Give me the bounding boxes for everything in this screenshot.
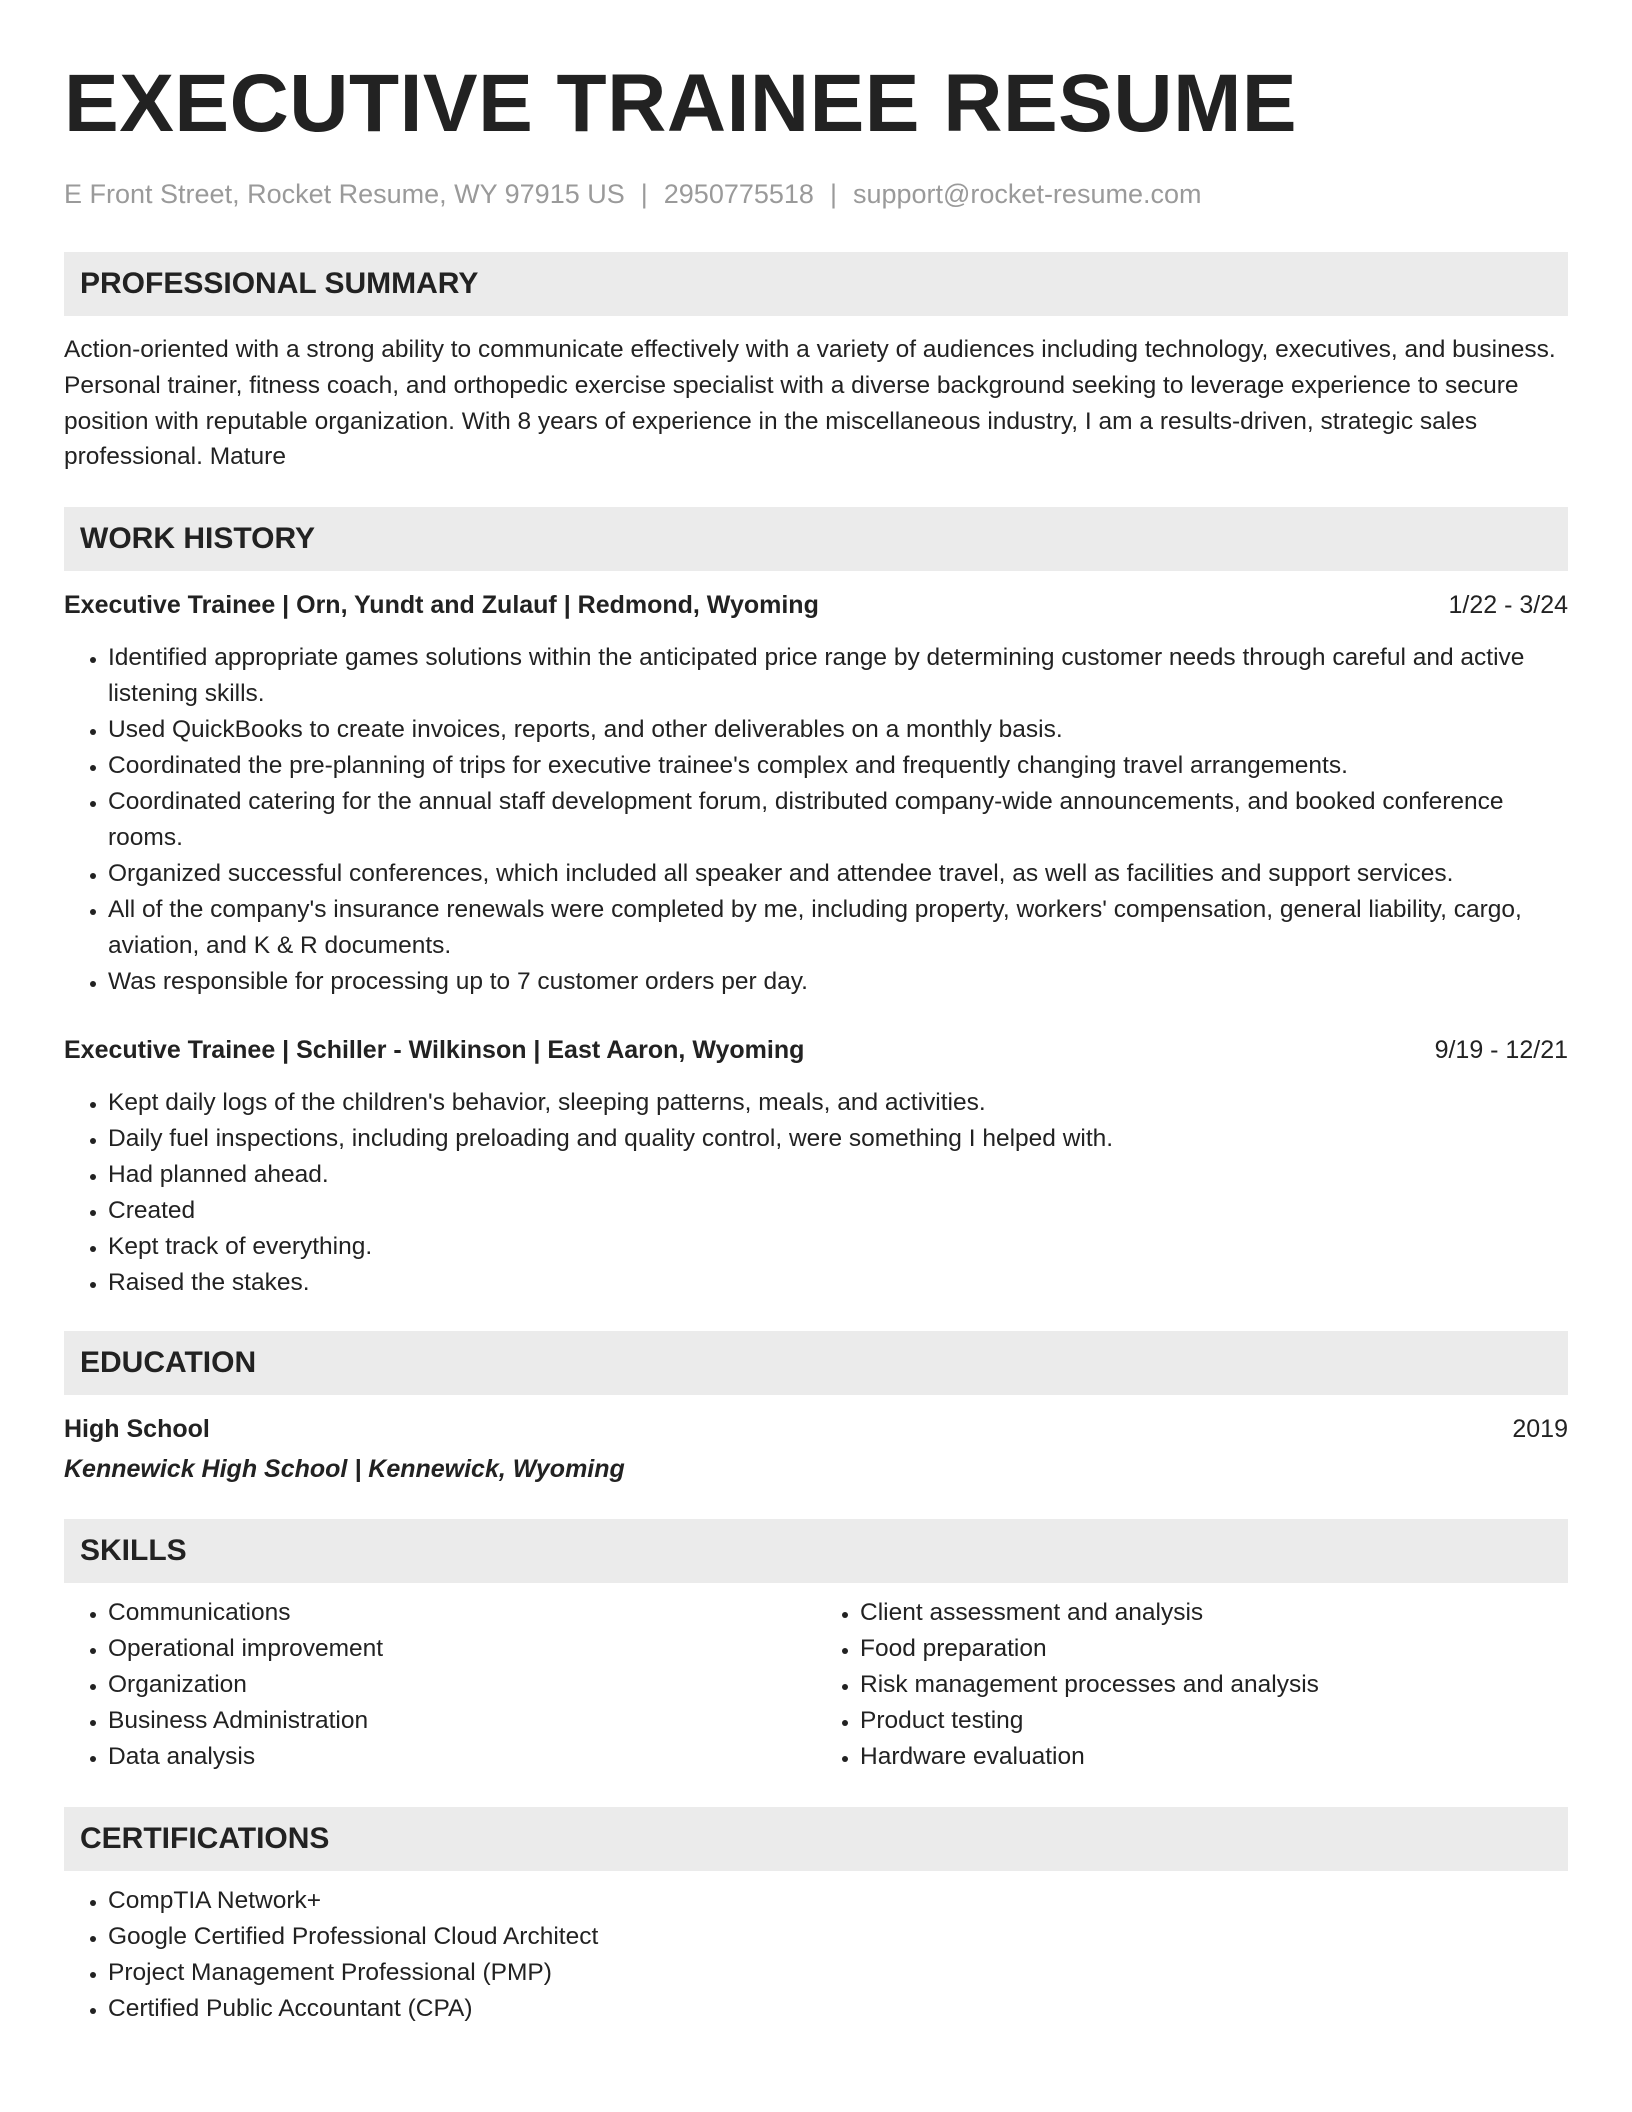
job-bullet-list [64,640,1568,1000]
education-header [64,1411,1568,1447]
contact-separator: | [829,179,837,209]
section-heading-skills: SKILLS [64,1519,1568,1583]
job-bullet-list [64,1085,1568,1301]
job-entry [64,587,1568,1000]
certification-item: • Certified Public Accountant (CPA) [108,1991,1568,2027]
section-heading-education: EDUCATION [64,1331,1568,1395]
skill-item: • Data analysis [108,1739,816,1775]
education-degree: High School [64,1415,210,1444]
contact-email: support@rocket-resume.com [852,179,1202,209]
section-heading-summary: PROFESSIONAL SUMMARY [64,252,1568,316]
certification-item: • Google Certified Professional Cloud Architect [108,1919,1568,1955]
contact-separator: | [640,179,648,209]
job-bullet: • Coordinated catering for the annual staff development forum, distributed company-wide announcements, and booked conference rooms. [108,784,1568,856]
education-school: Kennewick High School | Kennewick, Wyoming [64,1455,625,1484]
job-bullet: • Was responsible for processing up to 7 customer orders per day. [108,964,1568,1000]
job-bullet: • Had planned ahead. [108,1157,1568,1193]
resume-name-heading: EXECUTIVE TRAINEE RESUME [64,58,1298,149]
job-bullet: • Created [108,1193,1568,1229]
skill-item: • Risk management processes and analysis [860,1667,1568,1703]
job-header [64,587,1568,623]
job-title: Executive Trainee | Schiller - Wilkinson | East Aaron, Wyoming [64,1036,805,1065]
skill-item: • Organization [108,1667,816,1703]
certification-item: • Project Management Professional (PMP) [108,1955,1568,1991]
job-bullet: • Organized successful conferences, which included all speaker and attendee travel, as well as facilities and support services. [108,856,1568,892]
skill-item: • Business Administration [108,1703,816,1739]
job-bullet: • Kept daily logs of the children's behavior, sleeping patterns, meals, and activities. [108,1085,1568,1121]
job-bullet: • Kept track of everything. [108,1229,1568,1265]
job-dates: 9/19 - 12/21 [1434,1036,1568,1065]
job-bullet: • Raised the stakes. [108,1265,1568,1301]
job-bullet: • Coordinated the pre-planning of trips for executive trainee's complex and frequently changing travel arrangements. [108,748,1568,784]
skills-list-left [64,1595,816,1775]
job-entry [64,1032,1568,1301]
contact-address: E Front Street, Rocket Resume, WY 97915 US [64,179,625,209]
summary-text: Action-oriented with a strong ability to communicate effectively with a variety of audiences including technology, executives, and business. Personal trainer, fitness coach, and orthopedic exercise specialist with a diverse background seeking to leverage experience to secure position with reputable organization. With 8 years of experience in the miscellaneous industry, I am a results-driven, strategic sales professional. Mature [64,336,1556,471]
job-title: Executive Trainee | Orn, Yundt and Zulauf | Redmond, Wyoming [64,591,819,620]
section-heading-certifications: CERTIFICATIONS [64,1807,1568,1871]
job-header [64,1032,1568,1068]
education-year: 2019 [1512,1415,1568,1444]
skill-item: • Product testing [860,1703,1568,1739]
skill-item: • Hardware evaluation [860,1739,1568,1775]
section-heading-work-history: WORK HISTORY [64,507,1568,571]
contact-phone: 2950775518 [663,179,814,209]
certifications-list [64,1883,1568,2027]
skills-list-right [816,1595,1568,1775]
education-entry [64,1411,1568,1487]
skill-item: • Operational improvement [108,1631,816,1667]
skill-item: • Food preparation [860,1631,1568,1667]
job-bullet: • Daily fuel inspections, including preloading and quality control, were something I helped with. [108,1121,1568,1157]
skill-item: • Communications [108,1595,816,1631]
contact-line [64,176,1568,212]
job-bullet: • All of the company's insurance renewals were completed by me, including property, workers' compensation, general liability, cargo, aviation, and K & R documents. [108,892,1568,964]
job-dates: 1/22 - 3/24 [1448,591,1568,620]
skills-columns [64,1583,1568,1775]
certification-item: • CompTIA Network+ [108,1883,1568,1919]
skill-item: • Client assessment and analysis [860,1595,1568,1631]
job-bullet: • Identified appropriate games solutions within the anticipated price range by determining customer needs through careful and active listening skills. [108,640,1568,712]
job-bullet: • Used QuickBooks to create invoices, reports, and other deliverables on a monthly basis. [108,712,1568,748]
